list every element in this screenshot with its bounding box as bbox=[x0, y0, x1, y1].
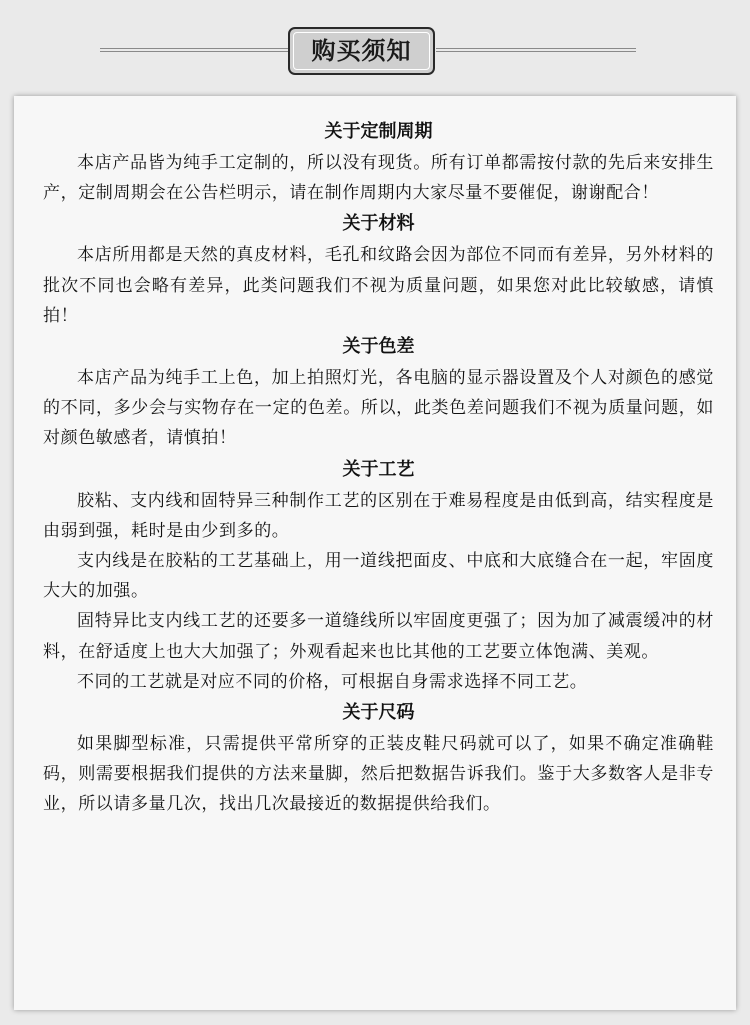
section-materials bbox=[43, 208, 714, 331]
title-badge bbox=[288, 27, 435, 75]
notice-panel bbox=[14, 96, 736, 1010]
section-customization-period bbox=[43, 116, 714, 208]
section-heading: 关于材料 bbox=[342, 213, 415, 235]
section-paragraph: 本店产品为纯手工上色，加上拍照灯光，各电脑的显示器设置及个人对颜色的感觉的不同，多少会与实物存在一定的色差。所以，此类色差问题我们不视为质量问题，如对颜色敏感者，请慎拍！ bbox=[43, 368, 714, 449]
section-paragraph: 胶粘、支内线和固特异三种制作工艺的区别在于难易程度是由低到高，结实程度是由弱到强，耗时是由少到多的。 bbox=[43, 490, 714, 541]
section-paragraph: 本店产品皆为纯手工定制的，所以没有现货。所有订单都需按付款的先后来安排生产，定制周期会在公告栏明示，请在制作周期内大家尽量不要催促，谢谢配合！ bbox=[43, 153, 714, 204]
section-color-difference bbox=[43, 331, 714, 454]
section-heading: 关于色差 bbox=[342, 336, 415, 358]
section-sizing bbox=[43, 697, 714, 820]
section-heading: 关于定制周期 bbox=[324, 121, 433, 142]
section-paragraph: 固特异比支内线工艺的还要多一道缝线所以牢固度更强了；因为加了减震缓冲的材料，在舒适度上也大大加强了；外观看起来也比其他的工艺要立体饱满、美观。 bbox=[43, 611, 714, 662]
page-header bbox=[0, 0, 750, 100]
page-title: 购买须知 bbox=[293, 32, 430, 70]
header-rule-right bbox=[436, 48, 636, 52]
section-heading: 关于尺码 bbox=[342, 702, 415, 724]
section-heading: 关于工艺 bbox=[342, 458, 415, 480]
section-paragraph: 本店所用都是天然的真皮材料，毛孔和纹路会因为部位不同而有差异，另外材料的批次不同也会略有差异，此类问题我们不视为质量问题，如果您对此比较敏感，请慎拍！ bbox=[43, 245, 714, 326]
header-rule-left bbox=[100, 48, 290, 52]
section-paragraph: 支内线是在胶粘的工艺基础上，用一道线把面皮、中底和大底缝合在一起，牢固度大大的加强。 bbox=[43, 551, 714, 602]
section-paragraph: 如果脚型标准，只需提供平常所穿的正装皮鞋尺码就可以了，如果不确定准确鞋码，则需要根据我们提供的方法来量脚，然后把数据告诉我们。鉴于大多数客人是非专业，所以请多量几次，找出几次最接近的数据提供给我们。 bbox=[43, 734, 714, 815]
section-paragraph: 不同的工艺就是对应不同的价格，可根据自身需求选择不同工艺。 bbox=[77, 671, 588, 692]
section-craftsmanship bbox=[43, 454, 714, 697]
